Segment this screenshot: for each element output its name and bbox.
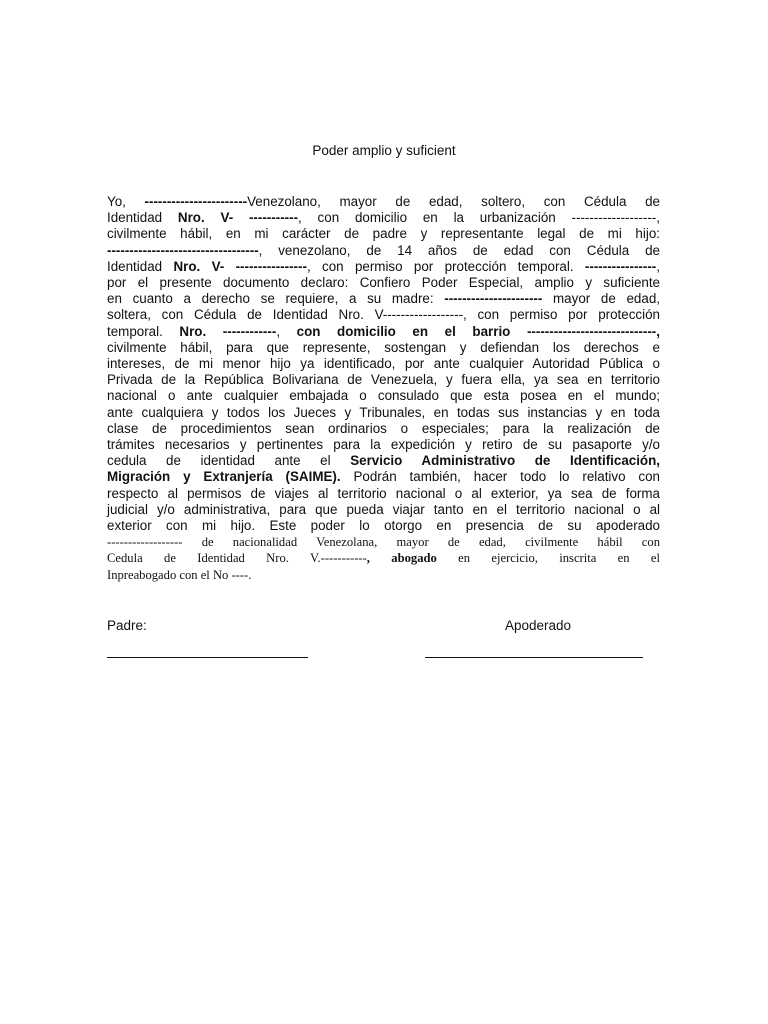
body-line xyxy=(107,437,660,453)
body-line xyxy=(107,453,660,469)
body-text-segment: clase de procedimientos sean ordinarios o especiales; para la realización de xyxy=(107,420,660,436)
body-text-segment: Yo, xyxy=(107,194,145,209)
body-text-segment: Cedula de Identidad Nro. V.----------- xyxy=(107,551,367,566)
body-text-segment: , venezolano, de 14 años de edad con Cédula de xyxy=(258,242,660,258)
body-text-segment: judicial y/o administrativa, para que pueda viajar tanto en el territorio nacional o al xyxy=(107,501,660,517)
body-text-segment: respecto al permisos de viajes al territorio nacional o al exterior, ya sea de forma xyxy=(107,485,660,501)
body-line xyxy=(107,405,660,421)
body-text-segment: Privada de la República Bolivariana de Venezuela, y fuera ella, ya sea en territorio xyxy=(107,372,660,388)
body-line xyxy=(107,226,660,242)
body-line xyxy=(107,388,660,404)
body-text-segment: con domicilio en el barrio -----------------------------, xyxy=(296,323,660,339)
body-text-segment: por el presente documento declaro: Confiero Poder Especial, amplio y suficiente xyxy=(107,275,660,291)
body-text-segment: Inpreabogado con el No ----. xyxy=(107,567,252,582)
body-line xyxy=(107,291,660,307)
body-text-segment: Migración y Extranjería (SAIME). xyxy=(107,469,341,485)
body-text-segment: nacional o ante cualquier embajada o consulado que esta posea en el mundo; xyxy=(107,388,660,404)
body-text-segment: ----------------------- xyxy=(144,194,248,209)
body-text-segment: , con permiso por protección temporal. xyxy=(306,258,585,274)
body-text-segment: ---------------- xyxy=(584,258,657,274)
body-text-segment: civilmente hábil, para que represente, sostengan y defiendan los derechos e xyxy=(107,339,660,355)
body-text-segment: ---------------------- xyxy=(444,291,543,307)
body-text-segment: Nro. V- ---------------- xyxy=(173,258,307,274)
body-text-segment: ---------------------------------- xyxy=(107,242,259,258)
body-text-segment: exterior con mi hijo. Este poder lo otorgo en presencia de su apoderado xyxy=(107,518,660,534)
signature-line-apoderado xyxy=(425,657,643,658)
signature-line-padre xyxy=(107,657,308,658)
body-text-segment: en cuanto a derecho se requiere, a su madre: xyxy=(107,291,445,307)
body-text-segment: ------------------ de nacionalidad Venezolana, mayor de edad, civilmente hábil con xyxy=(107,535,660,550)
body-line xyxy=(107,194,660,210)
body-text-segment: Servicio Administrativo de Identificación, xyxy=(350,453,661,469)
body-line xyxy=(107,259,660,275)
body-line xyxy=(107,534,660,550)
body-line xyxy=(107,502,660,518)
body-line xyxy=(107,469,660,485)
body-text-segment: soltera, con Cédula de Identidad Nro. V------------------, con permiso por protección xyxy=(107,307,660,323)
body-line xyxy=(107,340,660,356)
body-text-segment: Nro. V- ----------- xyxy=(177,210,299,226)
body-text-segment: , xyxy=(276,323,297,339)
body-text-segment: en ejercicio, inscrita en el xyxy=(436,551,660,566)
body-text-segment: mayor de edad, xyxy=(542,291,660,307)
body-text-segment: temporal. xyxy=(107,323,180,339)
body-text-segment: Identidad xyxy=(107,258,174,274)
body-text-segment: Nro. ------------ xyxy=(179,323,277,339)
body-line xyxy=(107,275,660,291)
body-line xyxy=(107,324,660,340)
body-line xyxy=(107,243,660,259)
body-line xyxy=(107,567,660,583)
body-line xyxy=(107,518,660,534)
body-line xyxy=(107,421,660,437)
body-text-segment: civilmente hábil, en mi carácter de padre y representante legal de mi hijo: xyxy=(107,226,660,242)
body-text-segment: Identidad xyxy=(107,210,178,226)
body-text-segment: , con domicilio en la urbanización -------------------, xyxy=(298,210,660,226)
document-title: Poder amplio y suficient xyxy=(312,143,456,158)
body-line xyxy=(107,356,660,372)
body-line xyxy=(107,550,660,566)
body-line xyxy=(107,307,660,323)
document-body xyxy=(107,194,660,583)
body-text-segment: Podrán también, hacer todo lo relativo con xyxy=(340,469,660,485)
body-line xyxy=(107,372,660,388)
body-text-segment: intereses, de mi menor hijo ya identificado, por ante cualquier Autoridad Pública o xyxy=(107,356,660,372)
signature-label-padre: Padre: xyxy=(107,618,147,633)
body-line xyxy=(107,486,660,502)
body-text-segment: cedula de identidad ante el xyxy=(107,453,351,469)
body-line xyxy=(107,210,660,226)
body-text-segment: ante cualquiera y todos los Jueces y Tribunales, en todas sus instancias y en toda xyxy=(107,404,660,420)
body-text-segment: trámites necesarios y pertinentes para la expedición y retiro de su pasaporte y/o xyxy=(107,437,660,453)
body-text-segment: , xyxy=(656,258,660,274)
body-text-segment: , abogado xyxy=(366,551,437,566)
signature-label-apoderado: Apoderado xyxy=(505,618,572,633)
body-text-segment: Venezolano, mayor de edad, soltero, con Cédula de xyxy=(247,194,660,209)
